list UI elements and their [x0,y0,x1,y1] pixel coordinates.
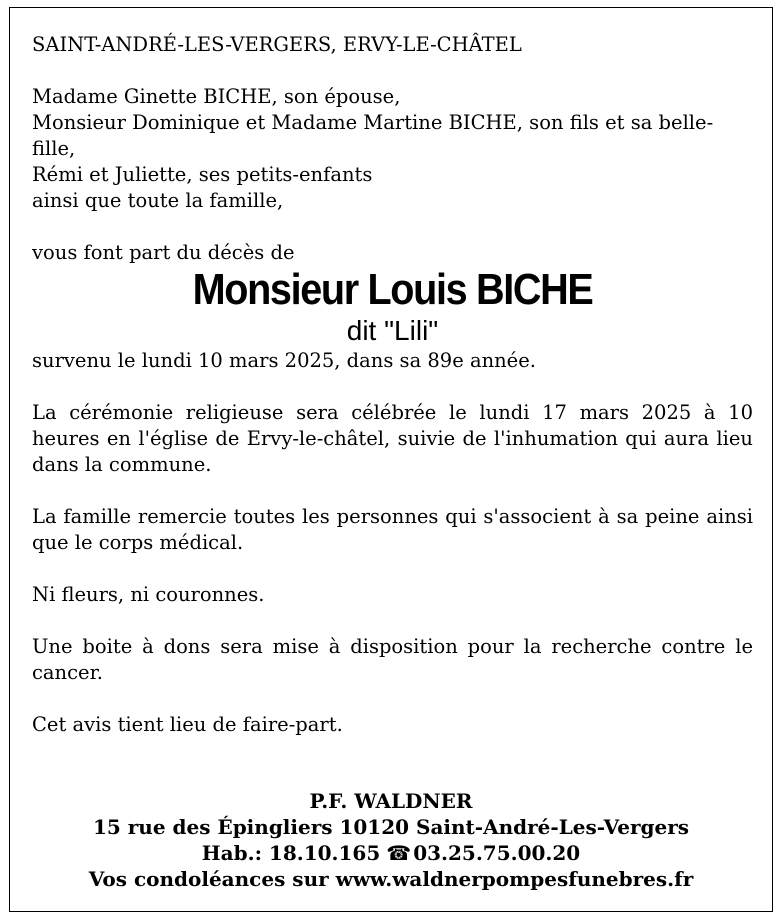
death-date-text: survenu le lundi 10 mars 2025, dans sa 89e année. [32,349,536,372]
funeral-home-website: Vos condoléances sur www.waldnerpompesfunebres.fr [88,867,694,891]
announcement-text: vous font part du décès de [32,241,295,264]
family-line: Monsieur Dominique et Madame Martine BICHE, son fils et sa belle-fille, [32,111,714,160]
family-line: ainsi que toute la famille, [32,189,284,212]
phone-icon: ☎ [386,841,412,865]
funeral-home-hab: Hab.: 18.10.165 [201,841,381,865]
notice-body [32,32,753,738]
faire-part-text: Cet avis tient lieu de faire-part. [32,713,343,736]
thanks-text: La famille remercie toutes les personnes qui s'associent à sa peine ainsi que le corps médical. [32,505,753,554]
ceremony-text: La cérémonie religieuse sera célébrée le lundi 17 mars 2025 à 10 heures en l'église de Ervy-le-châtel, suivie de l'inhumation qui aura lieu dans la commune. [32,401,753,476]
funeral-home-phone: 03.25.75.00.20 [413,841,581,865]
funeral-home-block [10,788,772,892]
donations-text: Une boite à dons sera mise à disposition pour la recherche contre le cancer. [32,635,753,684]
funeral-home-name: P.F. WALDNER [309,789,473,813]
deceased-nickname: dit "Lili" [346,315,439,346]
deceased-name: Monsieur Louis BICHE [192,265,593,314]
family-line: Rémi et Juliette, ses petits-enfants [32,163,373,186]
family-line: Madame Ginette BICHE, son épouse, [32,85,401,108]
flowers-text: Ni fleurs, ni couronnes. [32,583,265,606]
obituary-notice [9,7,773,912]
locations-header: SAINT-ANDRÉ-LES-VERGERS, ERVY-LE-CHÂTEL [32,33,522,56]
family-list [32,84,753,214]
funeral-home-contact [10,840,772,866]
funeral-home-address: 15 rue des Épingliers 10120 Saint-André-Les-Vergers [92,815,690,839]
